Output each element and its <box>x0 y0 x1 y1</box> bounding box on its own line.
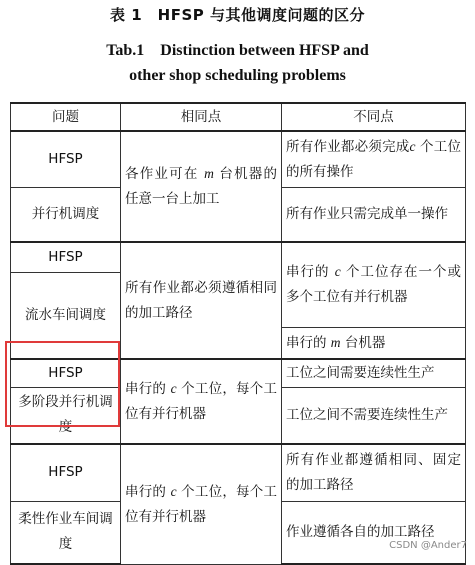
difference-cell <box>282 131 466 187</box>
header-problem: 问题 <box>11 103 121 131</box>
cell-text: 所有作业都必须完成 <box>286 138 410 155</box>
difference-cell <box>282 444 466 501</box>
difference-cell <box>282 242 466 327</box>
cell-text: 所有作业都遵循相同、固定的加工路径 <box>286 451 461 493</box>
similarity-cell <box>121 444 282 564</box>
table-caption-english-line-1: Tab.1 Distinction between HFSP and <box>106 42 369 59</box>
table-header-row <box>11 103 466 131</box>
similarity-cell <box>121 359 282 444</box>
cell-text: 个工位的所有操作 <box>286 138 461 180</box>
math-variable: c <box>170 381 177 396</box>
cell-text: 串行的 <box>125 483 171 500</box>
watermark: CSDN @Ander7 <box>389 540 467 551</box>
header-similarity: 相同点 <box>121 103 282 131</box>
difference-cell <box>282 187 466 242</box>
table-row <box>11 359 466 387</box>
problem-cell: HFSP <box>11 444 121 501</box>
table-row <box>11 242 466 272</box>
table-row <box>11 444 466 501</box>
cell-text: 台机器的任意一台上加工 <box>125 166 277 207</box>
similarity-cell <box>121 131 282 242</box>
problem-cell: HFSP <box>11 359 121 387</box>
comparison-table <box>10 102 466 565</box>
similarity-cell <box>121 242 282 359</box>
problem-cell: 流水车间调度 <box>11 272 121 359</box>
difference-cell <box>282 387 466 444</box>
math-variable: c <box>409 138 416 154</box>
cell-text: 台机器 <box>340 334 386 351</box>
problem-cell: HFSP <box>11 131 121 187</box>
problem-cell: 并行机调度 <box>11 187 121 242</box>
problem-cell: HFSP <box>11 242 121 272</box>
cell-text: 所有作业都必须遵循相同的加工路径 <box>125 279 277 321</box>
problem-cell: 柔性作业车间调度 <box>11 501 121 564</box>
cell-text: 串行的 <box>286 334 331 351</box>
cell-text: 作业遵循各自的加工路径 <box>286 523 435 540</box>
cell-text: 个工位，每个工位有并行机器 <box>125 483 277 525</box>
difference-cell <box>282 501 466 564</box>
math-variable: c <box>170 483 177 499</box>
cell-text: 串行的 <box>125 381 171 397</box>
table-caption-chinese: 表 1 HFSP 与其他调度问题的区分 <box>110 6 365 24</box>
table-caption-english-line-2: other shop scheduling problems <box>129 67 346 84</box>
header-difference: 不同点 <box>282 103 466 131</box>
cell-text: 所有作业只需完成单一操作 <box>286 205 448 222</box>
cell-text: 工位之间不需要连续性生产 <box>286 406 448 423</box>
cell-text: 串行的 <box>286 264 335 281</box>
math-variable: m <box>204 166 214 181</box>
math-variable: m <box>330 334 341 350</box>
difference-cell <box>282 327 466 359</box>
math-variable: c <box>334 264 341 280</box>
cell-text: 各作业可在 <box>125 166 205 182</box>
table-row <box>11 131 466 187</box>
difference-cell <box>282 359 466 387</box>
cell-text: 个工位，每个工位有并行机器 <box>125 381 277 422</box>
cell-text: 个工位存在一个或多个工位有并行机器 <box>286 264 461 306</box>
problem-cell: 多阶段并行机调度 <box>11 387 121 444</box>
cell-text: 工位之间需要连续性生产 <box>286 364 435 381</box>
